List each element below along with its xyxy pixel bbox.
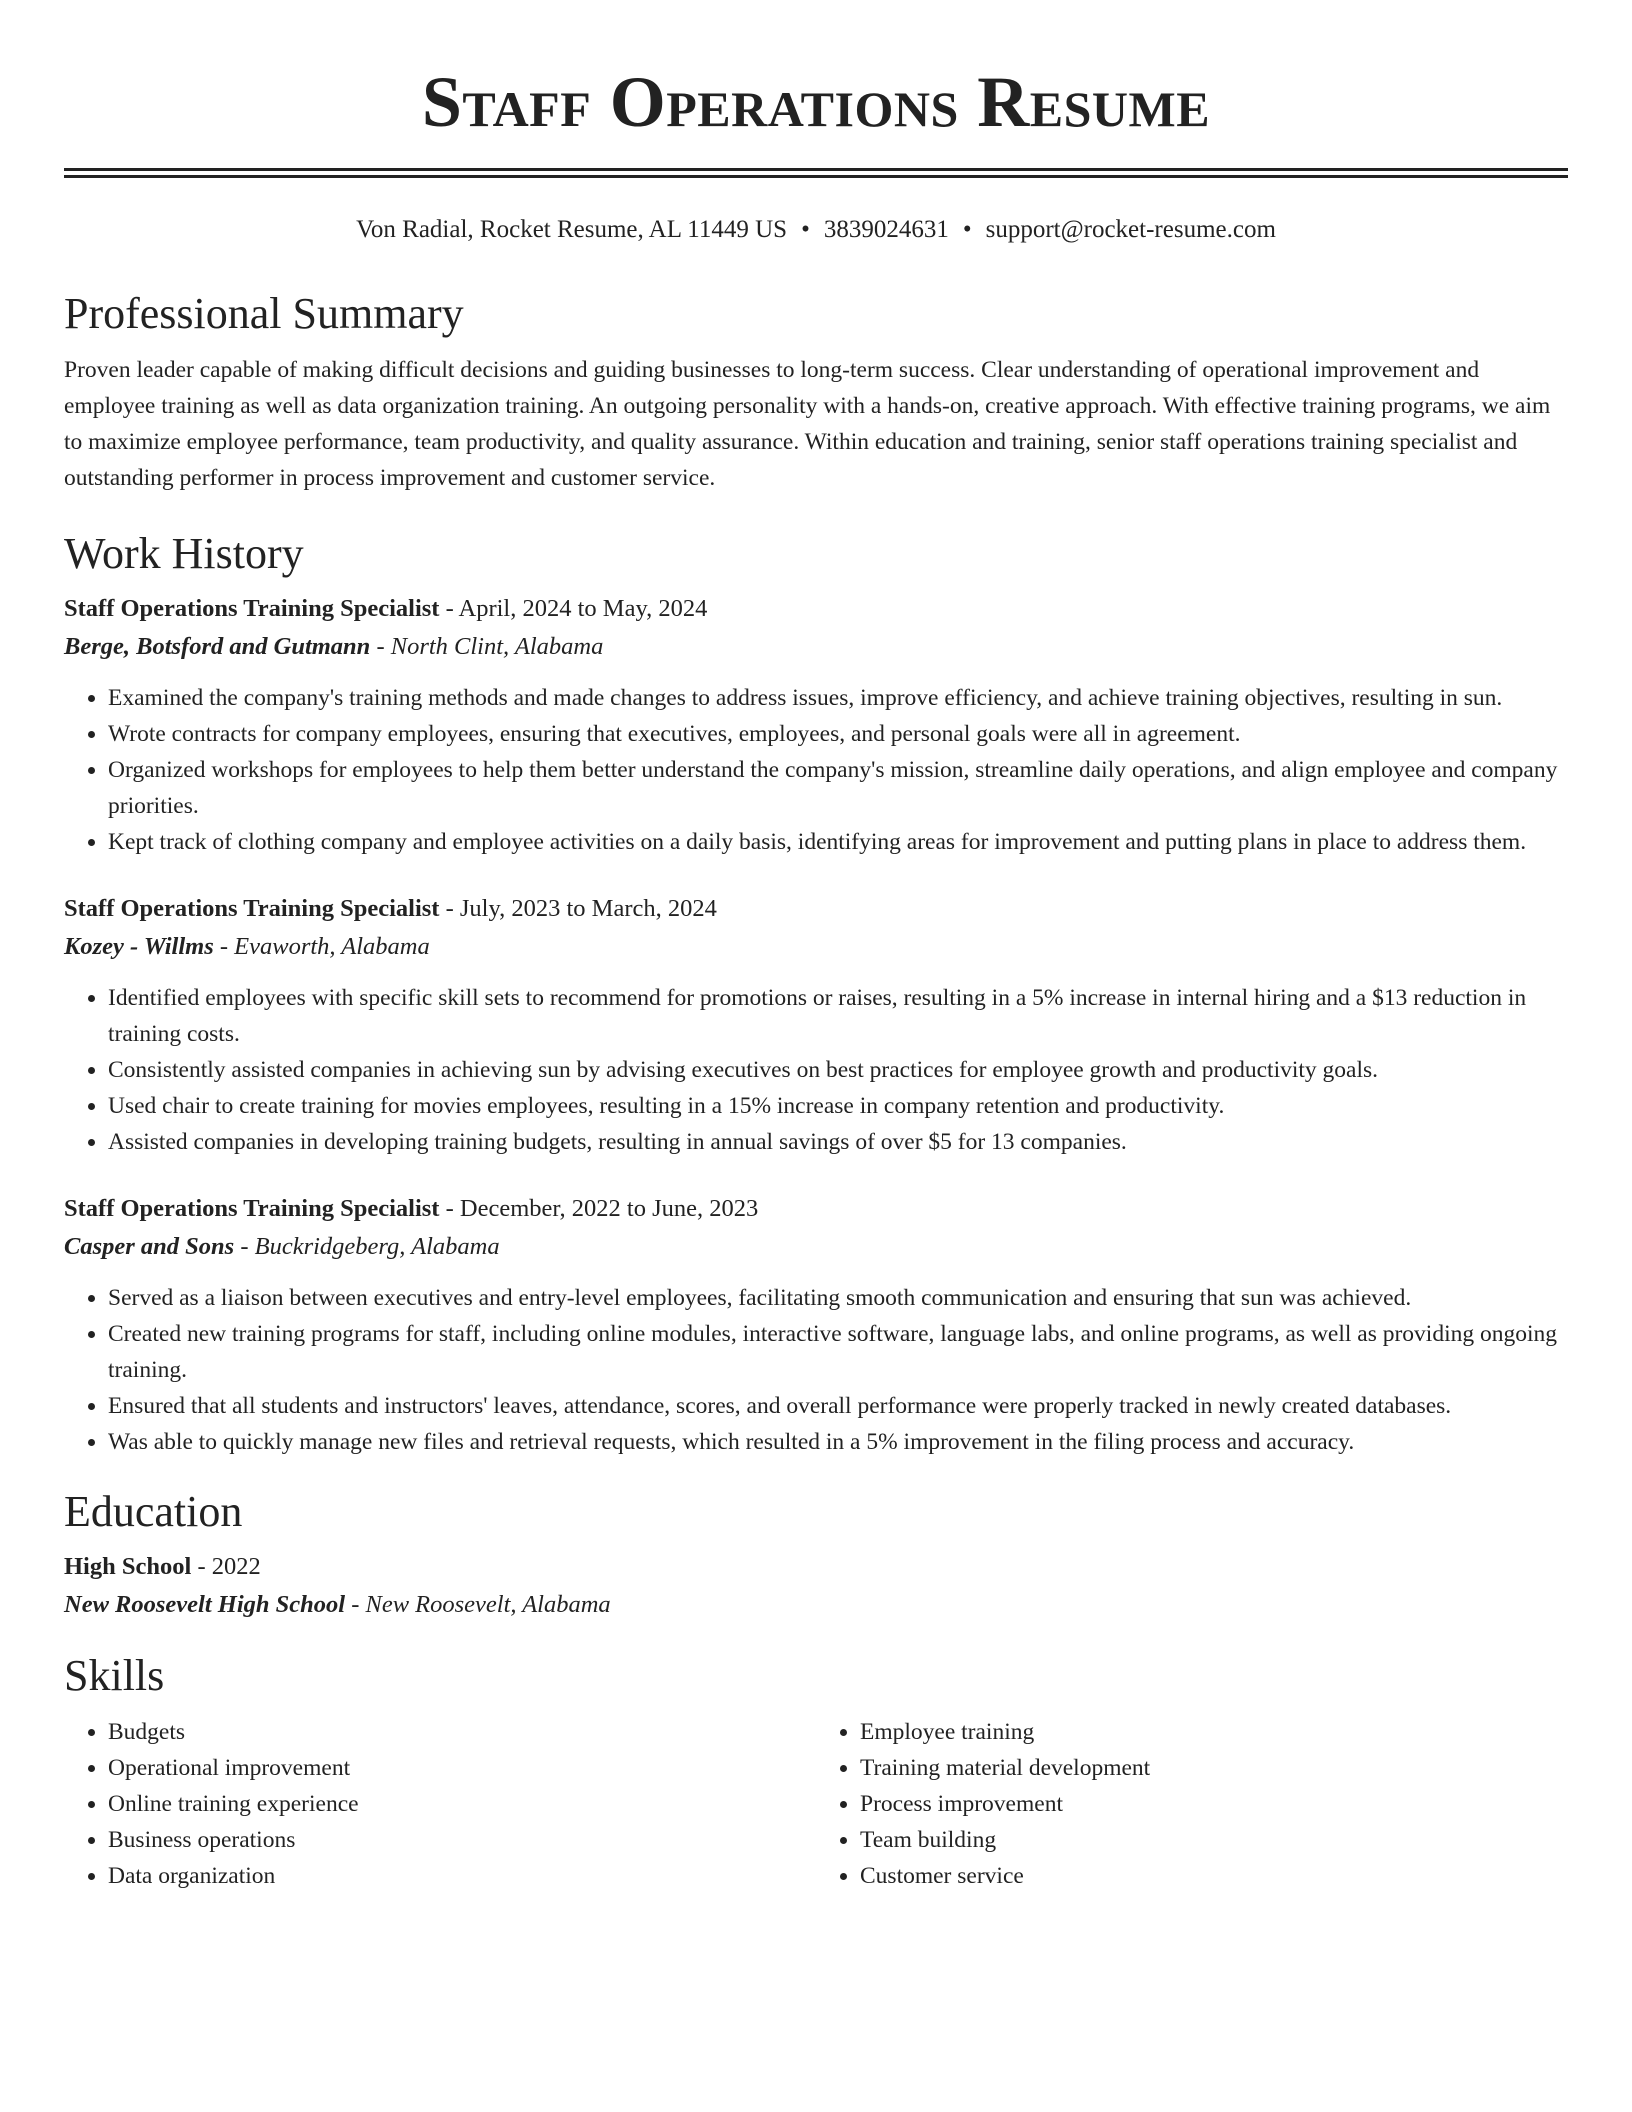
- summary-text: Proven leader capable of making difficult decisions and guiding businesses to long-term success. Clear understanding of operational improvement and employee training as well as data organization training. An outgoing personality with a hands-on, creative approach. With effective training programs, we aim to maximize employee performance, team productivity, and quality assurance. Within education and training, senior staff operations training specialist and outstanding performer in process improvement and customer service.: [64, 357, 1551, 491]
- skill-item: • Training material development: [860, 1750, 1568, 1786]
- skill-item: • Business operations: [108, 1822, 816, 1858]
- company-location: - Buckridgeberg, Alabama: [234, 1233, 500, 1260]
- school-line: [64, 1586, 1568, 1624]
- skill-item: • Team building: [860, 1822, 1568, 1858]
- school-location: - New Roosevelt, Alabama: [345, 1591, 611, 1618]
- skill-item: • Online training experience: [108, 1786, 816, 1822]
- job-title: Staff Operations Training Specialist: [64, 595, 440, 622]
- skill-item: • Budgets: [108, 1714, 816, 1750]
- title-divider: [64, 168, 1568, 178]
- resume-title: Staff Operations Resume: [421, 62, 1211, 142]
- skill-item: • Customer service: [860, 1858, 1568, 1894]
- skill-item: • Operational improvement: [108, 1750, 816, 1786]
- job-bullets: [64, 980, 1568, 1160]
- job-bullet: • Served as a liaison between executives and entry-level employees, facilitating smooth communication and ensuring that sun was achieved.: [108, 1280, 1568, 1316]
- work-history-heading: Work History: [64, 529, 304, 578]
- school-name: New Roosevelt High School: [64, 1591, 346, 1618]
- company-line: [64, 1228, 1568, 1266]
- job-dates: - December, 2022 to June, 2023: [439, 1195, 759, 1222]
- job-dates: - July, 2023 to March, 2024: [439, 895, 717, 922]
- skills-column-right: [816, 1714, 1568, 1894]
- job-dates: - April, 2024 to May, 2024: [439, 595, 708, 622]
- company-name: Casper and Sons: [64, 1233, 235, 1260]
- contact-separator: •: [962, 216, 972, 243]
- job-bullet: • Examined the company's training methods and made changes to address issues, improve efficiency, and achieve training objectives, resulting in sun.: [108, 680, 1568, 716]
- company-line: [64, 928, 1568, 966]
- contact-phone: 3839024631: [823, 216, 949, 243]
- job-title-line: [64, 1190, 1568, 1228]
- company-line: [64, 628, 1568, 666]
- skill-item: • Process improvement: [860, 1786, 1568, 1822]
- company-name: Berge, Botsford and Gutmann: [64, 633, 371, 660]
- graduation-year: - 2022: [191, 1553, 261, 1580]
- job-title-line: [64, 890, 1568, 928]
- job-bullet: • Wrote contracts for company employees, ensuring that executives, employees, and personal goals were all in agreement.: [108, 716, 1568, 752]
- skill-item: • Employee training: [860, 1714, 1568, 1750]
- skills-grid: [64, 1714, 1568, 1894]
- degree: High School: [64, 1553, 192, 1580]
- job-bullet: • Created new training programs for staff, including online modules, interactive software, language labs, and online programs, as well as providing ongoing training.: [108, 1316, 1568, 1388]
- education-heading: Education: [64, 1487, 243, 1536]
- job-entry: [64, 890, 1568, 1160]
- skill-item: • Data organization: [108, 1858, 816, 1894]
- contact-address: Von Radial, Rocket Resume, AL 11449 US: [356, 216, 788, 243]
- company-location: - North Clint, Alabama: [370, 633, 604, 660]
- job-bullet: • Was able to quickly manage new files and retrieval requests, which resulted in a 5% improvement in the filing process and accuracy.: [108, 1424, 1568, 1460]
- job-entry: [64, 590, 1568, 860]
- contact-line: [64, 212, 1568, 248]
- job-bullets: [64, 1280, 1568, 1460]
- skills-heading: Skills: [64, 1651, 165, 1700]
- job-bullet: • Organized workshops for employees to help them better understand the company's mission, streamline daily operations, and align employee and company priorities.: [108, 752, 1568, 824]
- skills-column-left: [64, 1714, 816, 1894]
- job-bullet: • Used chair to create training for movies employees, resulting in a 15% increase in company retention and productivity.: [108, 1088, 1568, 1124]
- job-title-line: [64, 590, 1568, 628]
- contact-separator: •: [801, 216, 810, 243]
- degree-line: [64, 1548, 1568, 1586]
- summary-heading: Professional Summary: [64, 289, 464, 338]
- company-location: - Evaworth, Alabama: [213, 933, 430, 960]
- education-entry: [64, 1548, 1568, 1624]
- job-bullet: • Ensured that all students and instructors' leaves, attendance, scores, and overall performance were properly tracked in newly created databases.: [108, 1388, 1568, 1424]
- company-name: Kozey - Willms: [64, 933, 214, 960]
- job-bullet: • Kept track of clothing company and employee activities on a daily basis, identifying areas for improvement and putting plans in place to address them.: [108, 824, 1568, 860]
- job-title: Staff Operations Training Specialist: [64, 895, 440, 922]
- job-bullet: • Assisted companies in developing training budgets, resulting in annual savings of over $5 for 13 companies.: [108, 1124, 1568, 1160]
- job-bullet: • Identified employees with specific skill sets to recommend for promotions or raises, resulting in a 5% increase in internal hiring and a $13 reduction in training costs.: [108, 980, 1568, 1052]
- contact-email: support@rocket-resume.com: [985, 216, 1276, 243]
- job-bullet: • Consistently assisted companies in achieving sun by advising executives on best practices for employee growth and productivity goals.: [108, 1052, 1568, 1088]
- job-entry: [64, 1190, 1568, 1460]
- job-bullets: [64, 680, 1568, 860]
- job-title: Staff Operations Training Specialist: [64, 1195, 440, 1222]
